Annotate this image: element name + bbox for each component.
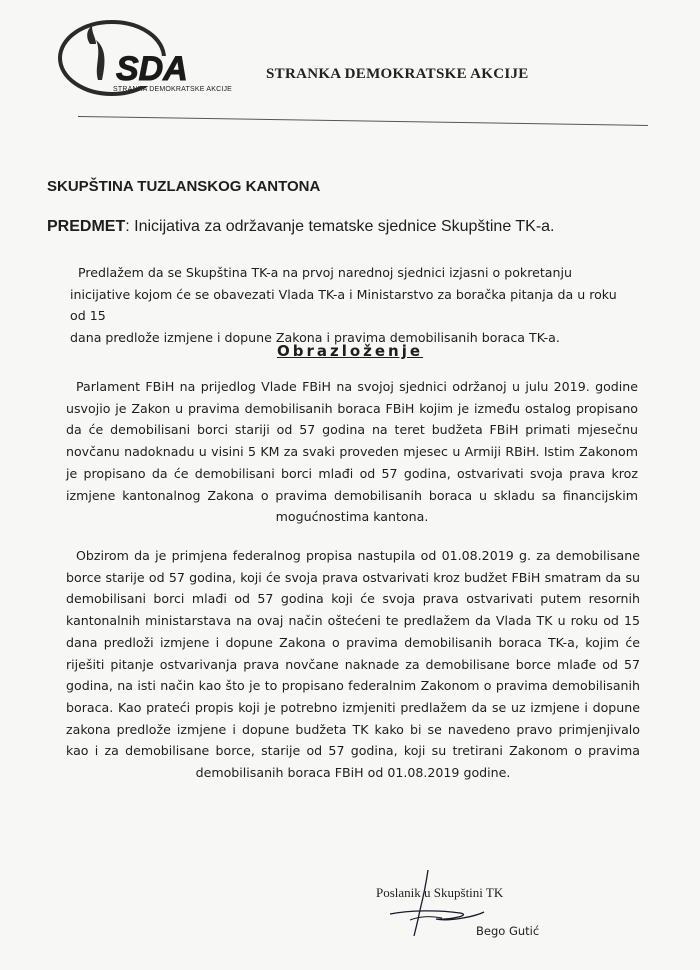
subject-label: PREDMET [47,218,126,235]
logo-subtitle: STRANKA DEMOKRATSKE AKCIJE [113,86,233,93]
signatory-name: Bego Gutić [476,924,540,938]
signatory-title: Poslanik u Skupštini TK [376,885,504,900]
recipient: SKUPŠTINA TUZLANSKOG KANTONA [47,178,321,195]
intro-line: dana predlože izmjene i dopune Zakona i pravima demobilisanih boraca TK-a. [70,330,560,346]
intro-line: inicijative kojom će se obavezati Vlada TK-a i Ministarstvo za boračka pitanja da u roku od 15 [70,286,617,324]
party-name: STRANKA DEMOKRATSKE AKCIJE [266,66,529,82]
body-paragraph-1: Parlament FBiH na prijedlog Vlade FBiH na svojoj sjednici održanoj u julu 2019. godine usvojio je Zakon u pravima demobilisanih boraca FBiH kojim je između ostalog propisano da će demobilisani borci stariji od 57 godina na teret budžeta FBiH primati mjesečnu novčanu nadoknadu u visini 5 KM za svaki proveden mjesec u Armiji RBiH. Istim Zakonom je propisano da će demobilisani borci mlađi od 57 godina, ostvarivati svoja prava kroz izmjene kantonalnog Zakona o pravima demobilisanih boraca u skladu sa financijskim mogućnostima kantona. [66,379,638,525]
intro-paragraph [70,262,630,349]
header-divider [78,116,648,126]
logo-text: SDA [116,50,188,88]
subject-text: : Inicijativa za održavanje tematske sjednice Skupštine TK-a. [125,218,555,235]
body-paragraph-2: Obzirom da je primjena federalnog propisa nastupila od 01.08.2019 g. za demobilisane borce starije od 57 godina, koji će svoja prava ostvarivati kroz budžet FBiH smatram da su demobilisani borci mlađi od 57 godina koji će svoja prava ostvarivati putem resornih kantonalnih ministarstava na ovaj način oštećeni te predlažem da Vlada TK u roku od 15 dana predloži izmjene i dopune Zakona o pravima demobilisanih boraca TK-a, kojim će riješiti pitanje ostvarivanja prava novčane naknade za demobilisane borce mlađe od 57 godina, na isti način kao što je to propisano federalnim Zakonom o pravima demobilisanih boraca. Kao prateći propis koji je potrebno izmjeniti predlažem da se uz izmjene i dopune zakona predlože izmjene i dopune budžeta TK kako bi se navedeno pravo primjenjivalo kao i za demobilisane borce, starije od 57 godina, koji su tretirani Zakonom o pravima demobilisanih boraca FBiH od 01.08.2019 godine. [66,548,640,781]
section-heading: Obrazloženje [276,342,424,360]
intro-line: Predlažem da se Skupština TK-a na prvoj narednoj sjednici izjasni o pokretanju [78,265,572,280]
subject-line [47,218,554,236]
